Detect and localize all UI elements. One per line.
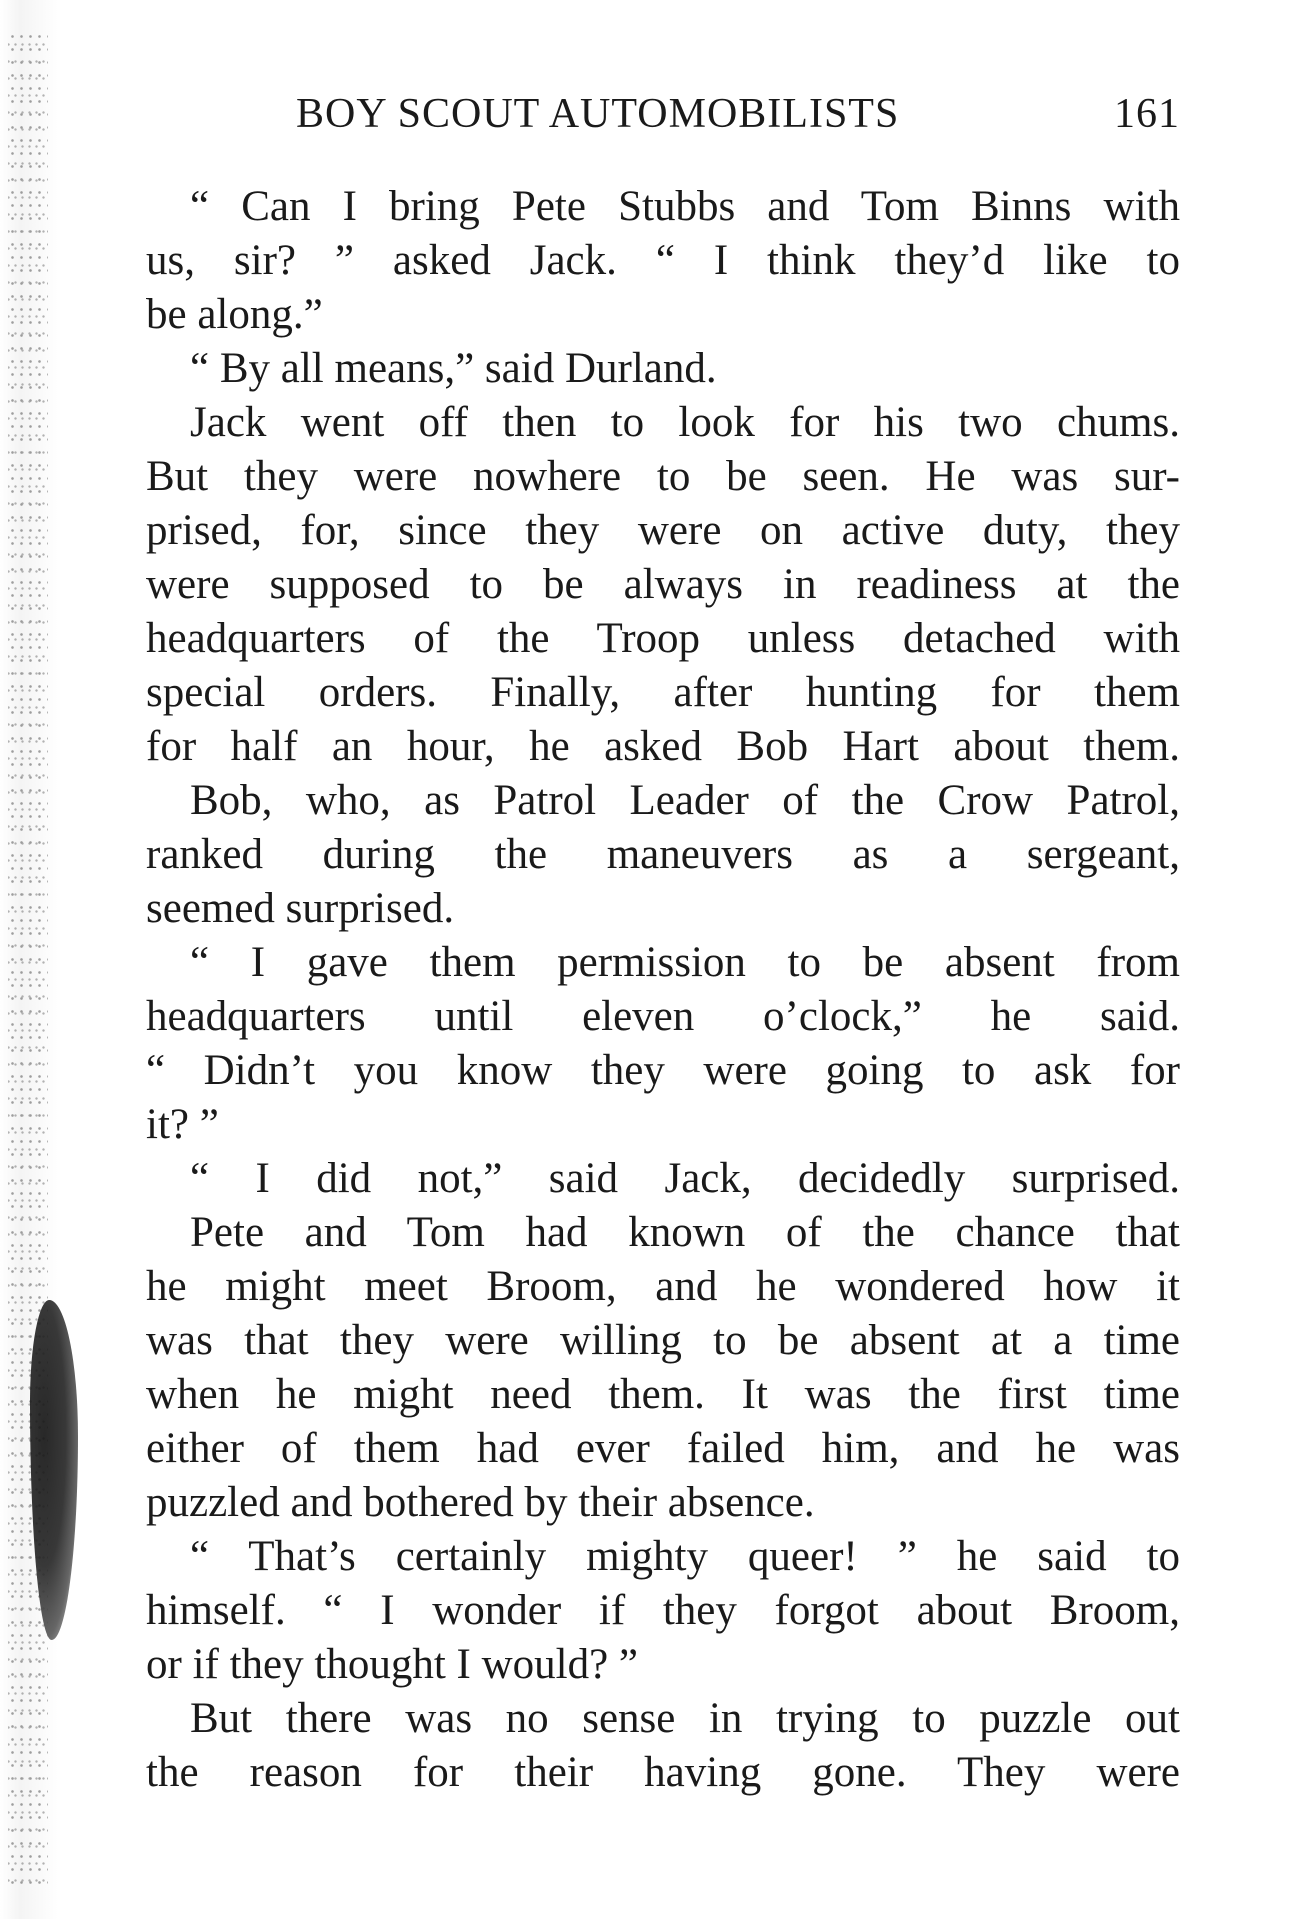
text-line: prised, for, since they were on active duty, they — [146, 507, 1180, 554]
running-head — [146, 90, 1180, 154]
text-line: Jack went off then to look for his two chums. — [190, 399, 1180, 446]
text-line: “ Can I bring Pete Stubbs and Tom Binns with — [190, 183, 1180, 230]
text-line: special orders. Finally, after hunting for them — [146, 669, 1180, 716]
text-line: for half an hour, he asked Bob Hart about them. — [146, 723, 1180, 770]
text-line: headquarters of the Troop unless detached with — [146, 615, 1180, 662]
text-line: was that they were willing to be absent at a time — [146, 1317, 1180, 1364]
text-line: “ I did not,” said Jack, decidedly surprised. — [190, 1155, 1180, 1202]
text-line: or if they thought I would? ” — [146, 1641, 639, 1688]
text-line: “ I gave them permission to be absent from — [190, 939, 1180, 986]
text-line: But they were nowhere to be seen. He was sur- — [146, 453, 1180, 500]
text-line: seemed surprised. — [146, 885, 455, 932]
text-line: Pete and Tom had known of the chance that — [190, 1209, 1180, 1256]
text-line: he might meet Broom, and he wondered how it — [146, 1263, 1180, 1310]
text-line: headquarters until eleven o’clock,” he said. — [146, 993, 1180, 1040]
text-line: “ By all means,” said Durland. — [190, 345, 717, 392]
text-line: be along.” — [146, 291, 323, 338]
text-line: ranked during the maneuvers as a sergeant, — [146, 831, 1180, 878]
text-line: either of them had ever failed him, and he was — [146, 1425, 1180, 1472]
text-line: himself. “ I wonder if they forgot about Broom, — [146, 1587, 1180, 1634]
text-line: us, sir? ” asked Jack. “ I think they’d like to — [146, 237, 1180, 284]
text-line: “ Didn’t you know they were going to ask for — [146, 1047, 1180, 1094]
text-line: puzzled and bothered by their absence. — [146, 1479, 815, 1526]
body-text — [146, 180, 1180, 1800]
text-line: when he might need them. It was the first time — [146, 1371, 1180, 1418]
book-page — [146, 90, 1180, 1800]
text-line: Bob, who, as Patrol Leader of the Crow Patrol, — [190, 777, 1180, 824]
text-line: were supposed to be always in readiness at the — [146, 561, 1180, 608]
text-line: “ That’s certainly mighty queer! ” he said to — [190, 1533, 1180, 1580]
text-line: But there was no sense in trying to puzzle out — [190, 1695, 1180, 1742]
running-head-title: BOY SCOUT AUTOMOBILISTS — [296, 91, 900, 137]
text-line: it? ” — [146, 1101, 219, 1148]
page-number: 161 — [1114, 91, 1180, 137]
text-line: the reason for their having gone. They were — [146, 1749, 1180, 1796]
